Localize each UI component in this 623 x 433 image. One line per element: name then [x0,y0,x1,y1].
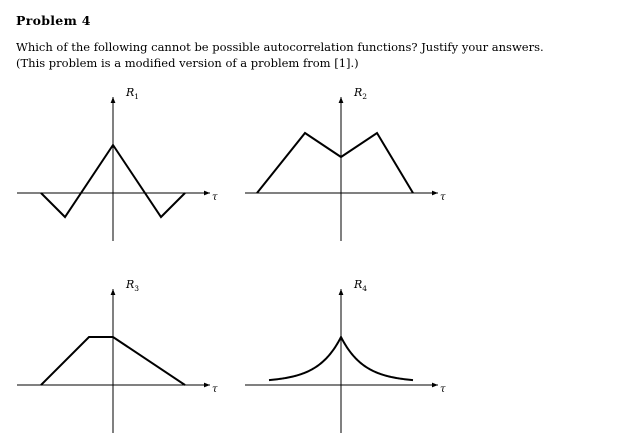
figure-r3 [17,278,218,433]
r1-tau-label: τ [212,192,218,203]
problem-heading: Problem 4 [16,13,91,28]
r2-label: $R_2$ [354,86,368,101]
r2-curve [257,133,413,193]
r4-tau-label: τ [440,384,446,395]
figure-r1 [17,86,218,241]
r1-label: $R_1$ [126,86,140,101]
r3-tau-label: τ [212,384,218,395]
problem-question: Which of the following cannot be possible autocorrelation functions? Justify your answers. [16,40,544,54]
r4-label: $R_4$ [354,278,368,293]
figure-r4 [245,278,446,433]
r2-tau-label: τ [440,192,446,203]
problem-note: (This problem is a modified version of a problem from [1].) [16,56,359,70]
r3-label: $R_3$ [126,278,140,293]
figure-r2 [245,86,446,241]
